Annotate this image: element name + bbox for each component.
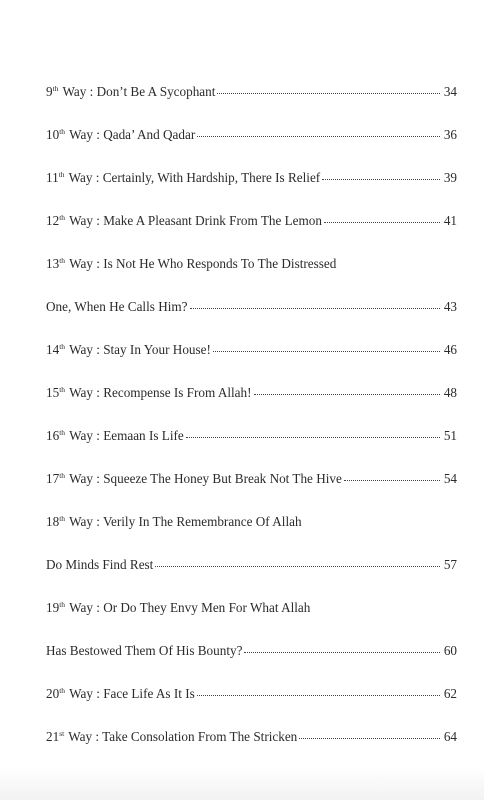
- toc-entry-13-continued: [46, 298, 457, 316]
- toc-entry-label: [46, 384, 252, 402]
- toc-page-number: 36: [443, 127, 457, 142]
- way-number: 21: [46, 729, 60, 744]
- toc-entry-label: [46, 169, 320, 187]
- toc-entry-label: [46, 685, 195, 703]
- toc-entry-title: Has Bestowed Them Of His Bounty?: [46, 643, 243, 658]
- toc-entry-21: [46, 728, 457, 746]
- ordinal-suffix: th: [52, 84, 59, 93]
- toc-page-number: 51: [443, 428, 457, 443]
- toc-page-number: 64: [443, 729, 457, 744]
- toc-entry-18: [46, 513, 457, 531]
- toc-entry-title: Eemaan Is Life: [103, 428, 184, 443]
- way-separator: Way :: [66, 127, 104, 142]
- way-number: 11: [46, 170, 59, 185]
- toc-entry-title: Stay In Your House!: [103, 342, 211, 357]
- ordinal-suffix: th: [59, 428, 66, 437]
- toc-entry-title: Or Do They Envy Men For What Allah: [103, 600, 311, 615]
- toc-entry-label: [46, 255, 336, 273]
- ordinal-suffix: th: [59, 213, 66, 222]
- dot-leader: [155, 565, 440, 567]
- dot-leader: [190, 307, 441, 309]
- dot-leader: [213, 350, 440, 352]
- dot-leader: [344, 479, 440, 481]
- way-separator: Way :: [66, 514, 103, 529]
- toc-entry-14: [46, 341, 457, 359]
- way-separator: Way :: [65, 170, 103, 185]
- toc-entry-label: [46, 126, 195, 144]
- toc-entry-label: [46, 470, 342, 488]
- toc-entry-label: [46, 728, 297, 746]
- toc-page-number: 62: [443, 686, 457, 701]
- dot-leader: [322, 178, 440, 180]
- way-separator: Way :: [66, 600, 104, 615]
- toc-entry-label: [46, 599, 310, 617]
- toc-entry-12: [46, 212, 457, 230]
- toc-entry-label: [46, 212, 322, 230]
- toc-entry-11: [46, 169, 457, 187]
- ordinal-suffix: th: [59, 256, 66, 265]
- way-number: 16: [46, 428, 60, 443]
- way-separator: Way :: [66, 342, 104, 357]
- ordinal-suffix: th: [59, 471, 66, 480]
- toc-entry-13: [46, 255, 457, 273]
- way-number: 18: [46, 514, 60, 529]
- toc-entry-17: [46, 470, 457, 488]
- toc-entry-10: [46, 126, 457, 144]
- toc-entry-title: Take Consolation From The Stricken: [102, 729, 298, 744]
- dot-leader: [254, 393, 440, 395]
- ordinal-suffix: th: [59, 514, 66, 523]
- way-number: 9: [46, 84, 53, 99]
- ordinal-suffix: th: [59, 600, 66, 609]
- way-number: 12: [46, 213, 60, 228]
- ordinal-suffix: th: [58, 170, 65, 179]
- way-number: 17: [46, 471, 60, 486]
- way-separator: Way :: [66, 385, 104, 400]
- toc-entry-title: Don’t Be A Sycophant: [96, 84, 216, 99]
- toc-page-number: 41: [443, 213, 457, 228]
- toc-entry-title: Certainly, With Hardship, There Is Relief: [102, 170, 321, 185]
- toc-page-number: 54: [443, 471, 457, 486]
- toc-entry-title: Make A Pleasant Drink From The Lemon: [103, 213, 322, 228]
- toc-entry-19: [46, 599, 457, 617]
- toc-entry-label: [46, 427, 184, 445]
- toc-entry-title: Face Life As It Is: [103, 686, 195, 701]
- toc-page-number: 48: [443, 385, 457, 400]
- way-separator: Way :: [66, 428, 104, 443]
- dot-leader: [244, 651, 440, 653]
- way-number: 14: [46, 342, 60, 357]
- toc-entry-title: Is Not He Who Responds To The Distressed: [103, 256, 337, 271]
- dot-leader: [299, 737, 440, 739]
- toc-entry-9: [46, 83, 457, 101]
- ordinal-suffix: st: [59, 729, 65, 738]
- toc-entry-15: [46, 384, 457, 402]
- toc-entry-18-continued: [46, 556, 457, 574]
- toc-page-number: 39: [443, 170, 457, 185]
- way-separator: Way :: [66, 471, 104, 486]
- toc-entry-16: [46, 427, 457, 445]
- dot-leader: [197, 694, 440, 696]
- toc-page-number: 46: [443, 342, 457, 357]
- toc-entry-label: [46, 341, 211, 359]
- way-number: 10: [46, 127, 60, 142]
- toc-entry-title: Recompense Is From Allah!: [103, 385, 252, 400]
- dot-leader: [217, 92, 440, 94]
- dot-leader: [324, 221, 440, 223]
- way-separator: Way :: [66, 213, 104, 228]
- way-separator: Way :: [65, 729, 103, 744]
- toc-entry-title: Do Minds Find Rest: [46, 557, 154, 572]
- toc-page-number: 57: [443, 557, 457, 572]
- dot-leader: [186, 436, 440, 438]
- ordinal-suffix: th: [59, 385, 66, 394]
- way-separator: Way :: [59, 84, 97, 99]
- way-separator: Way :: [66, 256, 104, 271]
- way-number: 15: [46, 385, 60, 400]
- toc-entry-20: [46, 685, 457, 703]
- toc-entry-title: Verily In The Remembrance Of Allah: [102, 514, 302, 529]
- toc-entry-title: One, When He Calls Him?: [46, 299, 188, 314]
- way-number: 13: [46, 256, 60, 271]
- toc-entry-title: Qada’ And Qadar: [103, 127, 196, 142]
- ordinal-suffix: th: [59, 127, 66, 136]
- dot-leader: [197, 135, 440, 137]
- toc-entry-19-continued: [46, 642, 457, 660]
- way-number: 20: [46, 686, 60, 701]
- ordinal-suffix: th: [59, 342, 66, 351]
- toc-entry-label: [46, 513, 302, 531]
- way-number: 19: [46, 600, 60, 615]
- toc-entry-label: [46, 83, 215, 101]
- ordinal-suffix: th: [59, 686, 66, 695]
- toc-page-number: 60: [443, 643, 457, 658]
- toc-page-number: 34: [443, 84, 457, 99]
- toc-entry-title: Squeeze The Honey But Break Not The Hive: [103, 471, 342, 486]
- toc-page-number: 43: [443, 299, 457, 314]
- way-separator: Way :: [66, 686, 104, 701]
